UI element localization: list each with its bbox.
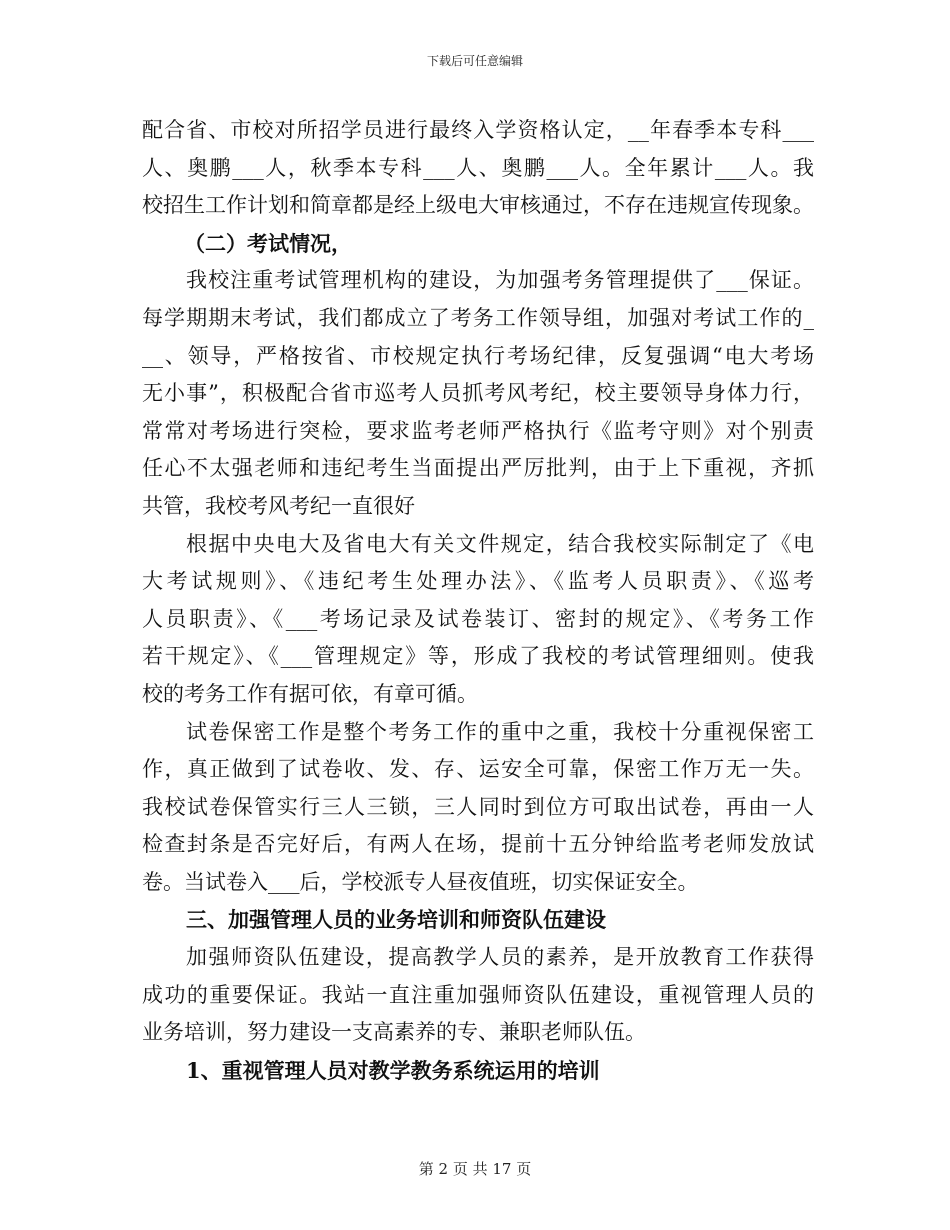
paragraph-line: 人、奥鹏___人，秋季本专科___人、奥鹏___人。全年累计___人。我 [142,155,814,180]
paragraph-line: 常常对考场进行突检，要求监考老师严格执行《监考守则》对个别责 [142,418,814,443]
paragraph-line: 无小事”，积极配合省市巡考人员抓考风考纪，校主要领导身体力行， [142,381,814,406]
section-heading: 三、加强管理人员的业务培训和师资队伍建设 [186,907,606,933]
paragraph-line: 业务培训，努力建设一支高素养的专、兼职老师队伍。 [142,1020,646,1045]
paragraph-line: __、领导，严格按省、市校规定执行考场纪律，反复强调“电大考场 [142,343,814,368]
paragraph-line: 人员职责》、《___考场记录及试卷装订、密封的规定》、《考务工作 [142,606,814,631]
section-heading: （二）考试情况， [184,230,352,256]
paragraph-line: 试卷保密工作是整个考务工作的重中之重，我校十分重视保密工 [186,719,814,744]
paragraph-line: 配合省、市校对所招学员进行最终入学资格认定，__年春季本专科___ [142,118,814,142]
paragraph-line: 校招生工作计划和简章都是经上级电大审核通过，不存在违规宣传现象。 [142,193,814,218]
paragraph-line: 我校注重考试管理机构的建设，为加强考务管理提供了___保证。 [186,268,814,293]
paragraph-line: 成功的重要保证。我站一直注重加强师资队伍建设，重视管理人员的 [142,982,814,1007]
paragraph-line: 若干规定》、《___管理规定》等，形成了我校的考试管理细则。使我 [142,644,814,669]
document-body [142,112,814,1089]
page-header: 下载后可任意编辑 [426,54,523,68]
page-number: 第 2 页 共 17 页 [418,1160,532,1178]
paragraph-line: 我校试卷保管实行三人三锁，三人同时到位方可取出试卷，再由一人 [142,794,814,819]
paragraph-line: 检查封条是否完好后，有两人在场，提前十五分钟给监考老师发放试 [142,832,814,857]
paragraph-line: 加强师资队伍建设，提高教学人员的素养，是开放教育工作获得 [186,945,814,970]
paragraph-line: 共管，我校考风考纪一直很好 [142,493,415,518]
paragraph-line: 校的考务工作有据可依，有章可循。 [142,681,478,706]
paragraph-line: 任心不太强老师和违纪考生当面提出严厉批判，由于上下重视，齐抓 [142,456,814,481]
paragraph-line: 卷。当试卷入___后，学校派专人昼夜值班，切实保证安全。 [142,869,699,894]
paragraph-line: 每学期期末考试，我们都成立了考务工作领导组，加强对考试工作的_ [142,305,814,330]
subsection-heading: 1、重视管理人员对教学教务系统运用的培训 [186,1057,600,1083]
paragraph-line: 作，真正做到了试卷收、发、存、运安全可靠，保密工作万无一失。 [142,757,814,782]
paragraph-line: 根据中央电大及省电大有关文件规定，结合我校实际制定了《电 [186,531,814,556]
paragraph-line: 大考试规则》、《违纪考生处理办法》、《监考人员职责》、《巡考 [142,569,814,594]
